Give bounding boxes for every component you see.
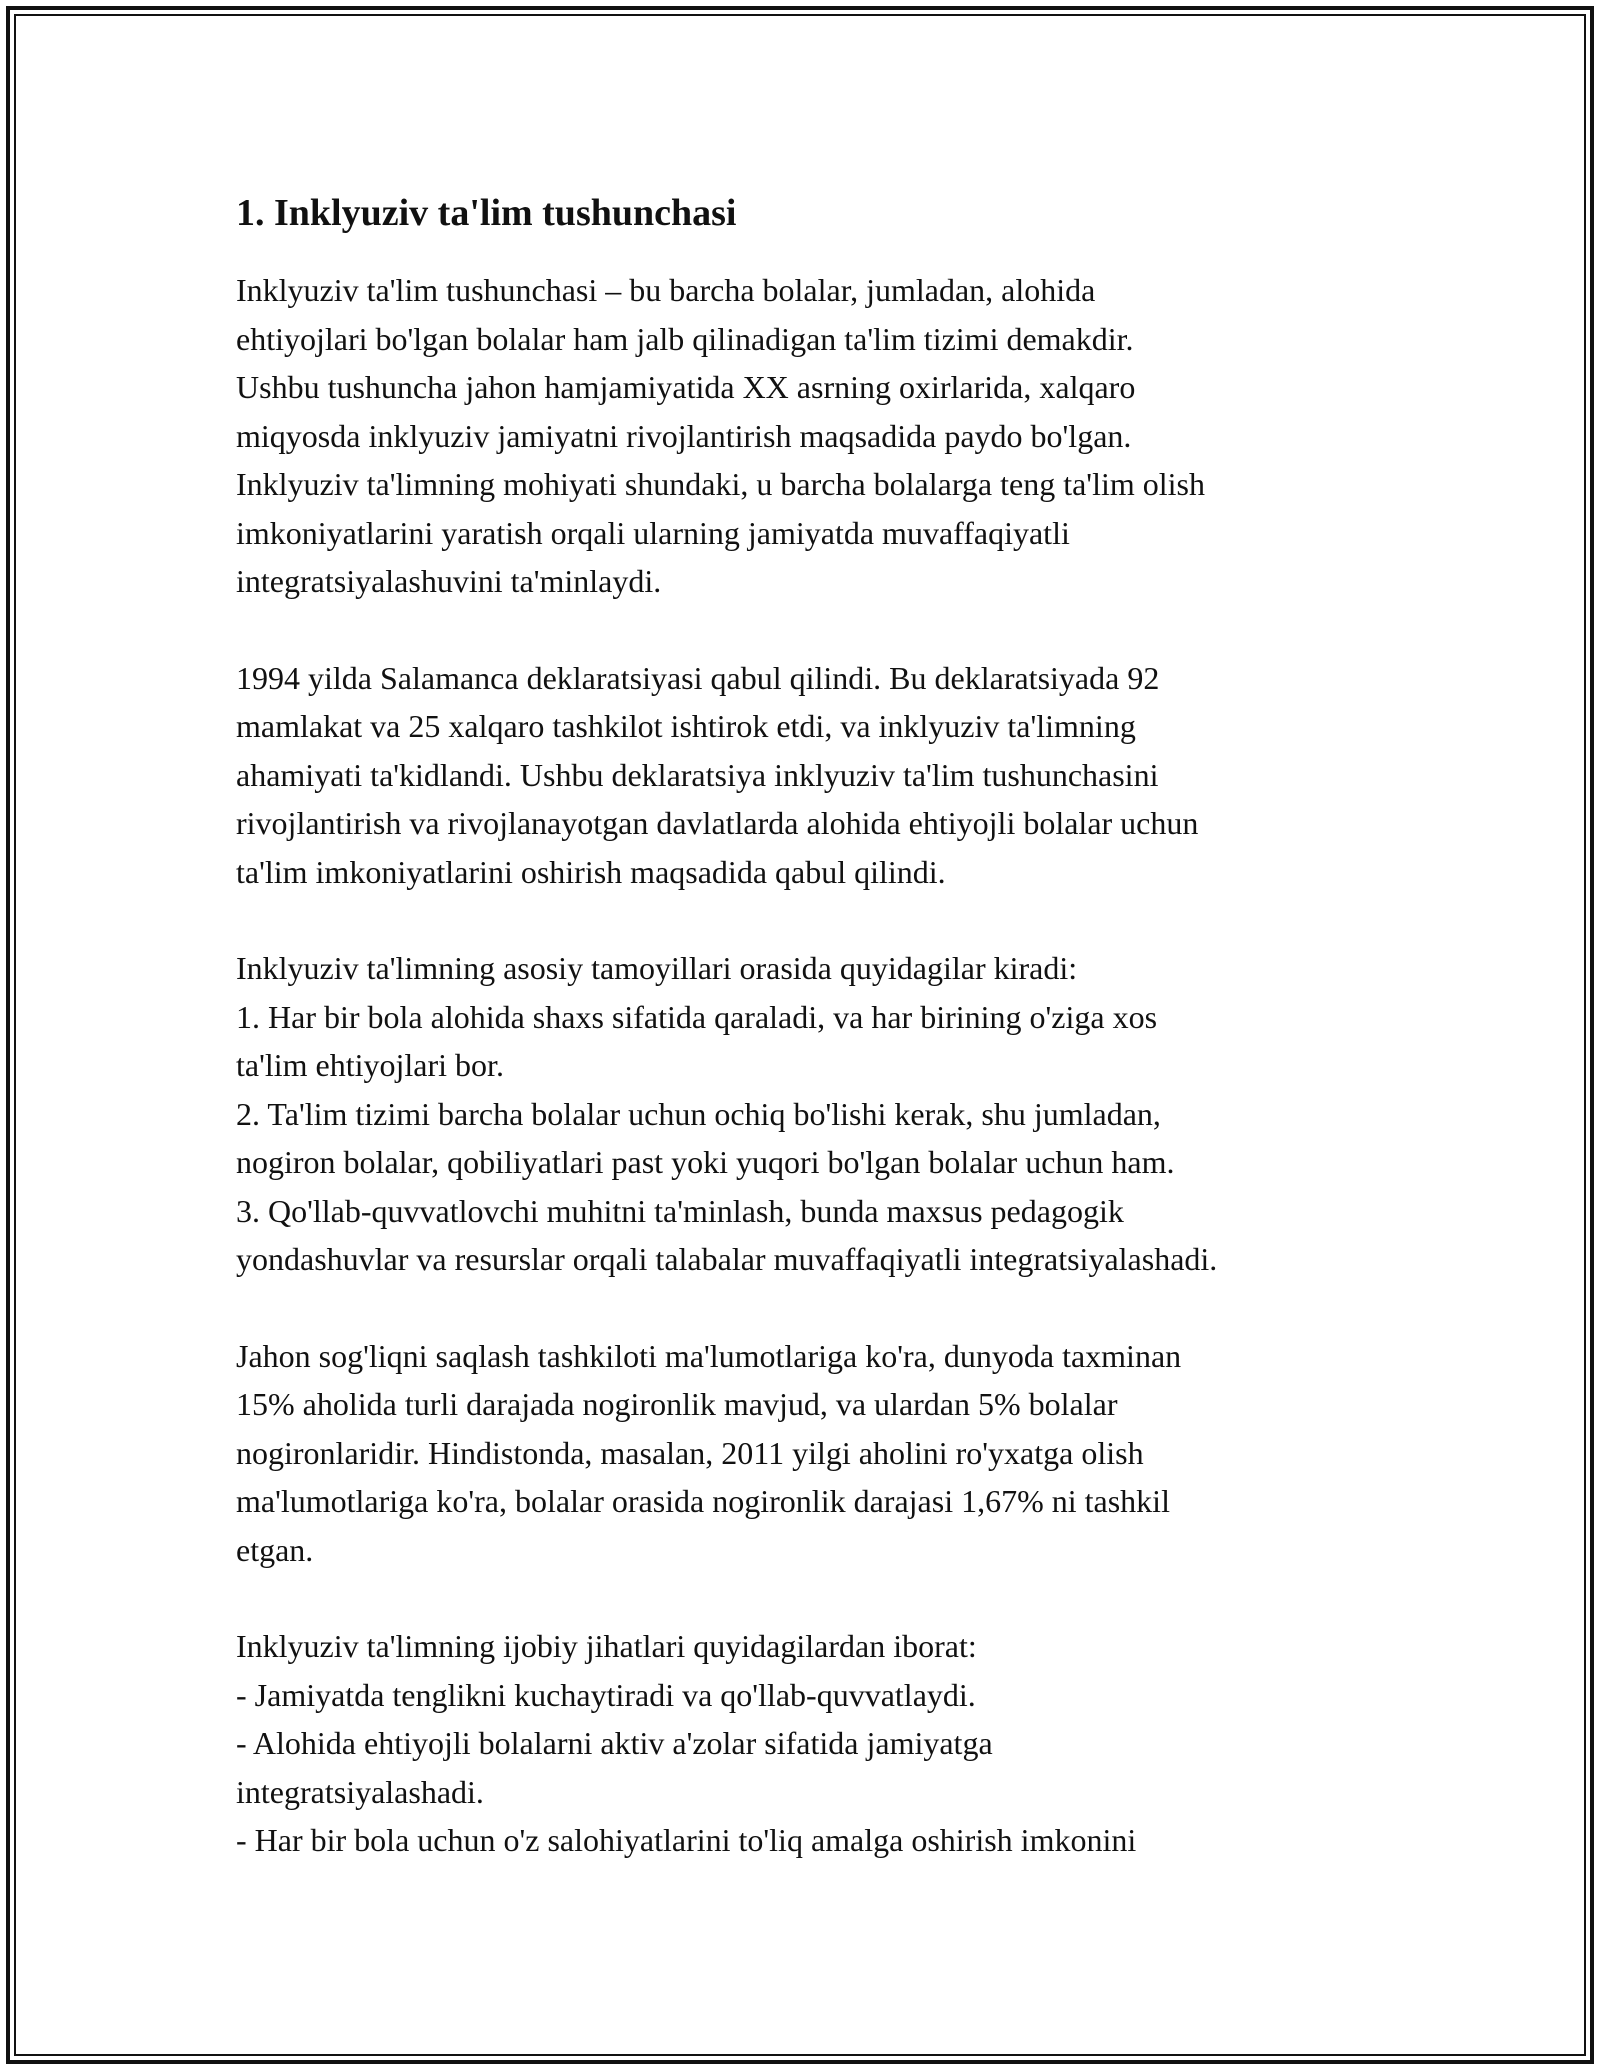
list-item-line: integratsiyalashadi. <box>236 1773 484 1810</box>
list-item-line: ta'lim ehtiyojlari bor. <box>236 1047 504 1083</box>
text-line: nogironlaridir. Hindistonda, masalan, 2011 yilgi aholini ro'yxatga olish <box>236 1434 1144 1471</box>
text-line: Inklyuziv ta'limning mohiyati shundaki, u barcha bolalarga teng ta'lim olish <box>236 466 1205 502</box>
text-line: etgan. <box>236 1531 314 1568</box>
paragraph-statistics <box>236 1332 1396 1575</box>
text-line: 1994 yilda Salamanca deklaratsiyasi qabul qilindi. Bu deklaratsiyada 92 <box>236 659 1160 696</box>
document-body <box>236 188 1396 1913</box>
text-line: Ushbu tushuncha jahon hamjamiyatida XX asrning oxirlarida, xalqaro <box>236 369 1136 405</box>
list-item-line: - Har bir bola uchun o'z salohiyatlarini to'liq amalga oshirish imkonini <box>236 1822 1137 1858</box>
list-item-line: nogiron bolalar, qobiliyatlari past yoki yuqori bo'lgan bolalar uchun ham. <box>236 1144 1175 1180</box>
text-line: integratsiyalashuvini ta'minlaydi. <box>236 563 662 599</box>
text-line: miqyosda inklyuziv jamiyatni rivojlantirish maqsadida paydo bo'lgan. <box>236 417 1132 454</box>
paragraph-principles <box>236 944 1396 1284</box>
paragraph-benefits <box>236 1622 1396 1865</box>
paragraph-salamanca <box>236 654 1396 897</box>
list-item-line: 1. Har bir bola alohida shaxs sifatida qaraladi, va har birining o'ziga xos <box>236 998 1158 1035</box>
section-heading: 1. Inklyuziv ta'lim tushunchasi <box>236 192 737 234</box>
text-line: rivojlantirish va rivojlanayotgan davlatlarda alohida ehtiyojli bolalar uchun <box>236 805 1199 841</box>
text-line: Inklyuziv ta'limning ijobiy jihatlari quyidagilardan iborat: <box>236 1628 977 1664</box>
list-item-line: 3. Qo'llab-quvvatlovchi muhitni ta'minlash, bunda maxsus pedagogik <box>236 1192 1124 1229</box>
text-line: Inklyuziv ta'limning asosiy tamoyillari orasida quyidagilar kiradi: <box>236 950 1078 986</box>
text-line: Inklyuziv ta'lim tushunchasi – bu barcha bolalar, jumladan, alohida <box>236 272 1096 308</box>
text-line: ta'lim imkoniyatlarini oshirish maqsadida qabul qilindi. <box>236 853 946 890</box>
text-line: imkoniyatlarini yaratish orqali ularning jamiyatda muvaffaqiyatli <box>236 514 1070 551</box>
text-line: ma'lumotlariga ko'ra, bolalar orasida nogironlik darajasi 1,67% ni tashkil <box>236 1483 1170 1519</box>
text-line: ahamiyati ta'kidlandi. Ushbu deklaratsiya inklyuziv ta'lim tushunchasini <box>236 756 1159 793</box>
text-line: ehtiyojlari bo'lgan bolalar ham jalb qilinadigan ta'lim tizimi demakdir. <box>236 320 1134 357</box>
list-item-line: 2. Ta'lim tizimi barcha bolalar uchun ochiq bo'lishi kerak, shu jumladan, <box>236 1095 1161 1132</box>
list-item-line: - Alohida ehtiyojli bolalarni aktiv a'zolar sifatida jamiyatga <box>236 1725 993 1761</box>
text-line: 15% aholida turli darajada nogironlik mavjud, va ulardan 5% bolalar <box>236 1386 1118 1422</box>
paragraph-definition <box>236 266 1396 606</box>
text-line: Jahon sog'liqni saqlash tashkiloti ma'lumotlariga ko'ra, dunyoda taxminan <box>236 1337 1182 1374</box>
list-item-line: yondashuvlar va resurslar orqali talabalar muvaffaqiyatli integratsiyalashadi. <box>236 1241 1218 1277</box>
text-line: mamlakat va 25 xalqaro tashkilot ishtirok etdi, va inklyuziv ta'limning <box>236 708 1136 744</box>
list-item-line: - Jamiyatda tenglikni kuchaytiradi va qo'llab-quvvatlaydi. <box>236 1676 976 1713</box>
